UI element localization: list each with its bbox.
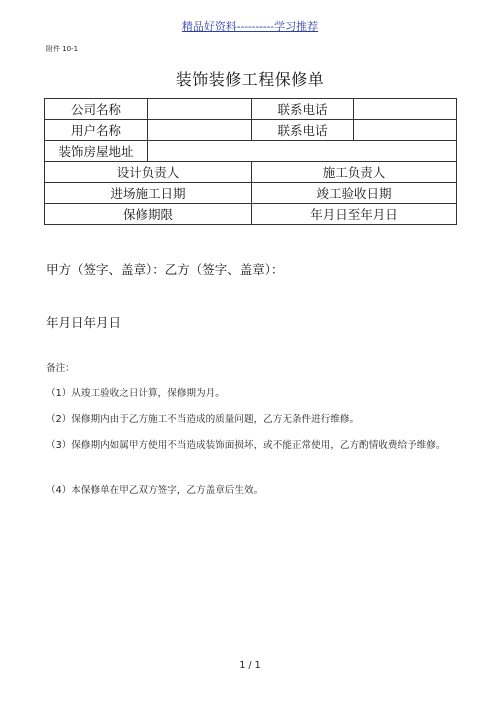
user-name-label: 用户名称	[45, 120, 148, 141]
warranty-form-table	[44, 98, 457, 225]
table-row	[45, 120, 457, 141]
company-name-value	[148, 99, 252, 120]
table-row	[45, 141, 457, 162]
design-lead-label: 设计负责人	[45, 162, 252, 183]
table-row	[45, 99, 457, 120]
notes-heading: 备注：	[46, 363, 75, 374]
contact-phone-label: 联系电话	[252, 120, 354, 141]
table-row	[45, 183, 457, 204]
address-label: 装饰房屋地址	[45, 141, 148, 162]
contact-phone-value	[354, 120, 457, 141]
warranty-period-label: 保修期限	[45, 204, 252, 225]
construction-lead-label: 施工负责人	[252, 162, 457, 183]
note-item-3: （3）保修期内如属甲方使用不当造成装饰面损坏，或不能正常使用，乙方酌情收费给予维修。	[46, 440, 446, 451]
note-item-4: （4）本保修单在甲乙双方签字，乙方盖章后生效。	[46, 485, 264, 496]
signature-dates: 年月日年月日	[46, 315, 122, 330]
start-date-label: 进场施工日期	[45, 183, 252, 204]
note-item-1: （1）从竣工验收之日计算，保修期为月。	[46, 388, 225, 399]
warranty-range-value: 年月日至年月日	[252, 204, 457, 225]
contact-phone-value	[354, 99, 457, 120]
attachment-label: 附件 10-1	[46, 45, 79, 53]
document-title: 装饰装修工程保修单	[175, 70, 325, 89]
signature-parties: 甲方（签字、盖章）：乙方（签字、盖章）：	[46, 262, 284, 277]
address-value	[148, 141, 457, 162]
page-number: 1 / 1	[239, 660, 261, 671]
completion-date-label: 竣工验收日期	[252, 183, 457, 204]
table-row	[45, 204, 457, 225]
note-item-2: （2）保修期内由于乙方施工不当造成的质量问题，乙方无条件进行维修。	[46, 414, 360, 425]
company-name-label: 公司名称	[45, 99, 148, 120]
header-link[interactable]: 精品好资料----------学习推荐	[181, 20, 319, 33]
user-name-value	[148, 120, 252, 141]
table-row	[45, 162, 457, 183]
contact-phone-label: 联系电话	[252, 99, 354, 120]
